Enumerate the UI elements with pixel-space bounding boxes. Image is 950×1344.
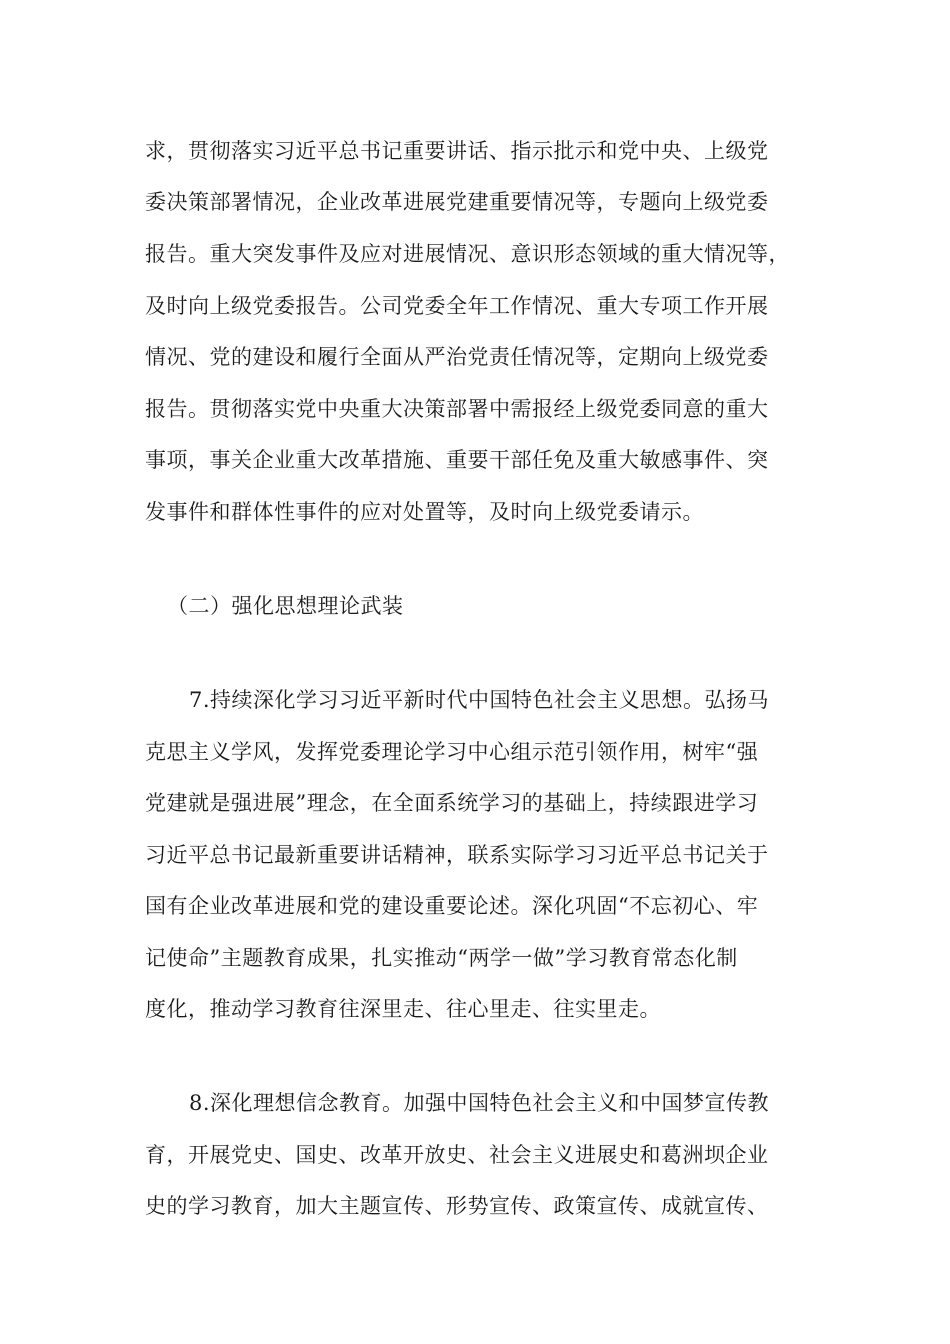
text-line: 求，贯彻落实习近平总书记重要讲话、指示批示和党中央、上级党: [145, 139, 769, 163]
text-line: 党建就是强进展”理念，在全面系统学习的基础上，持续跟进学习: [145, 791, 759, 815]
text-line: 报告。重大突发事件及应对进展情况、意识形态领域的重大情况等，: [145, 242, 790, 266]
text-line: 报告。贯彻落实党中央重大决策部署中需报经上级党委同意的重大: [145, 397, 769, 421]
text-line: 委决策部署情况，企业改革进展党建重要情况等，专题向上级党委: [145, 190, 769, 214]
text-line: 度化，推动学习教育往深里走、往心里走、往实里走。: [145, 997, 661, 1021]
text-line: 国有企业改革进展和党的建设重要论述。深化巩固“不忘初心、牢: [145, 894, 759, 918]
text-line: 记使命”主题教育成果，扎实推动“两学一做”学习教育常态化制: [145, 946, 738, 970]
text-line: 8.深化理想信念教育。加强中国特色社会主义和中国梦宣传教: [189, 1091, 770, 1115]
text-line: 习近平总书记最新重要讲话精神，联系实际学习习近平总书记关于: [145, 843, 769, 867]
text-line: 史的学习教育，加大主题宣传、形势宣传、政策宣传、成就宣传、: [145, 1194, 769, 1218]
text-line: 7.持续深化学习习近平新时代中国特色社会主义思想。弘扬马: [189, 688, 770, 712]
text-line: 情况、党的建设和履行全面从严治党责任情况等，定期向上级党委: [145, 345, 769, 369]
text-line: 及时向上级党委报告。公司党委全年工作情况、重大专项工作开展: [145, 294, 769, 318]
text-line: 克思主义学风，发挥党委理论学习中心组示范引领作用，树牢“强: [145, 740, 759, 764]
text-line: 事项，事关企业重大改革措施、重要干部任免及重大敏感事件、突: [145, 448, 769, 472]
text-line: 发事件和群体性事件的应对处置等，及时向上级党委请示。: [145, 500, 704, 524]
section-heading: （二）强化思想理论武装: [167, 594, 404, 618]
text-line: 育，开展党史、国史、改革开放史、社会主义进展史和葛洲坝企业: [145, 1143, 769, 1167]
